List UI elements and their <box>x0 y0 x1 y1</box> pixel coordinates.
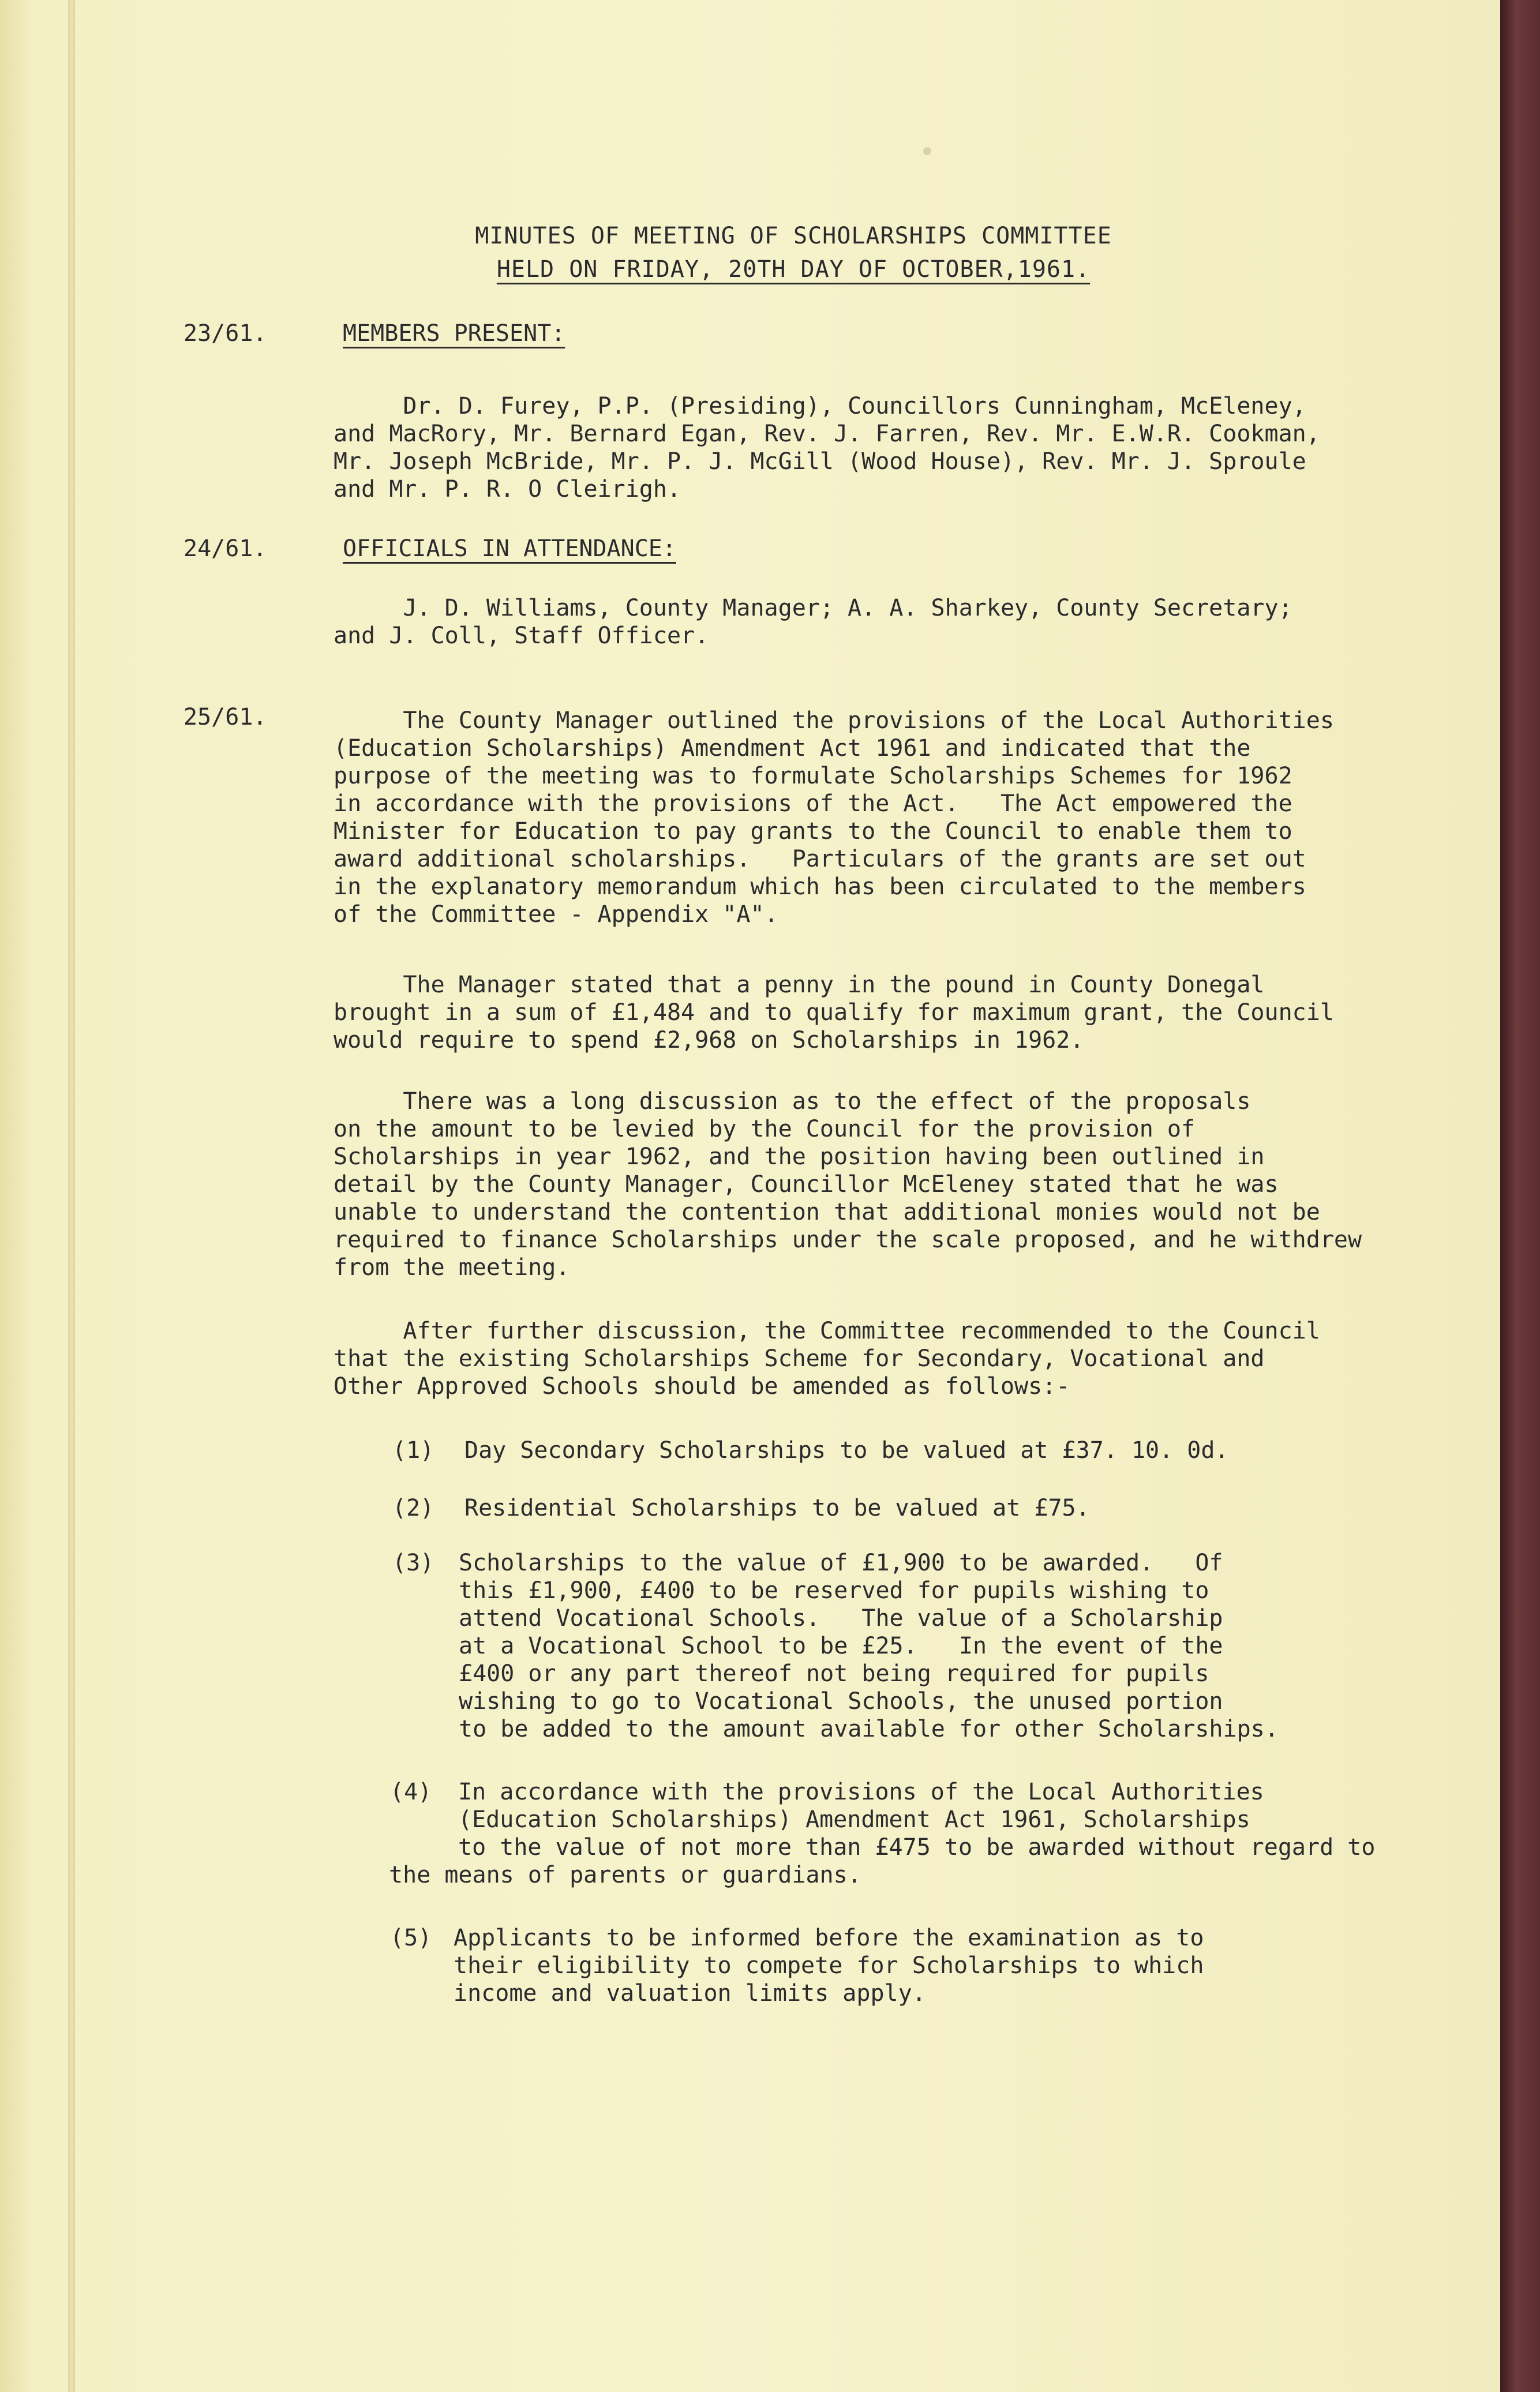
minute-number: 23/61. <box>183 320 267 347</box>
document-header <box>462 219 1125 286</box>
text-line: (Education Scholarships) Amendment Act 1961 and indicated that the <box>334 735 1251 762</box>
ink-smudge <box>923 147 931 155</box>
text-line: purpose of the meeting was to formulate Scholarships Schemes for 1962 <box>334 763 1292 789</box>
text-line: (Education Scholarships) Amendment Act 1961, Scholarships <box>458 1806 1250 1833</box>
members-paragraph <box>334 392 1320 503</box>
text-line: unable to understand the contention that additional monies would not be <box>334 1199 1320 1225</box>
text-line: There was a long discussion as to the effect of the proposals <box>334 1088 1251 1115</box>
item-label: (2) <box>392 1495 434 1521</box>
text-line: required to finance Scholarships under the scale proposed, and he withdrew <box>334 1227 1362 1253</box>
text-line: income and valuation limits apply. <box>454 1980 926 2007</box>
item-label: (5) <box>390 1925 432 1951</box>
text-line: Other Approved Schools should be amended as follows:- <box>334 1373 1070 1400</box>
text-line: to be added to the amount available for other Scholarships. <box>459 1716 1279 1742</box>
text-line: Dr. D. Furey, P.P. (Presiding), Councillors Cunningham, McEleney, <box>334 393 1306 419</box>
header-subtitle: HELD ON FRIDAY, 20TH DAY OF OCTOBER,1961. <box>496 256 1091 283</box>
text-line: After further discussion, the Committee recommended to the Council <box>334 1318 1320 1344</box>
text-line: Day Secondary Scholarships to be valued at £37. 10. 0d. <box>464 1437 1229 1464</box>
section-heading: OFFICIALS IN ATTENDANCE: <box>343 535 676 562</box>
item-label: (4) <box>390 1779 432 1805</box>
list-item <box>390 1778 1375 1889</box>
text-line: that the existing Scholarships Scheme for Secondary, Vocational and <box>334 1345 1265 1372</box>
text-line: detail by the County Manager, Councillor McEleney stated that he was <box>334 1171 1279 1198</box>
item-label: (3) <box>392 1550 434 1576</box>
body-paragraph <box>334 707 1334 928</box>
text-line: this £1,900, £400 to be reserved for pupils wishing to <box>459 1577 1209 1604</box>
book-cover-edge <box>1500 0 1540 2392</box>
text-line: Applicants to be informed before the examination as to <box>454 1925 1204 1951</box>
list-item <box>392 1549 1279 1743</box>
text-line: on the amount to be levied by the Council for the provision of <box>334 1116 1196 1142</box>
text-line: would require to spend £2,968 on Scholarships in 1962. <box>334 1027 1084 1053</box>
text-line: Minister for Education to pay grants to the Council to enable them to <box>334 818 1292 845</box>
minute-number: 24/61. <box>183 535 267 562</box>
text-line: in accordance with the provisions of the Act. The Act empowered the <box>334 790 1292 817</box>
body-paragraph <box>334 1317 1320 1400</box>
text-line: Scholarships to the value of £1,900 to be awarded. Of <box>459 1550 1223 1576</box>
text-line: brought in a sum of £1,484 and to qualify for maximum grant, the Council <box>334 999 1334 1026</box>
text-line: of the Committee - Appendix "A". <box>334 901 778 928</box>
text-line: The County Manager outlined the provisions of the Local Authorities <box>334 707 1334 734</box>
text-line: and MacRory, Mr. Bernard Egan, Rev. J. Farren, Rev. Mr. E.W.R. Cookman, <box>334 421 1320 447</box>
text-line: and J. Coll, Staff Officer. <box>334 623 709 649</box>
text-line: and Mr. P. R. O Cleirigh. <box>334 476 681 503</box>
body-paragraph <box>334 971 1334 1054</box>
text-line: to the value of not more than £475 to be awarded without regard to <box>458 1834 1376 1861</box>
text-line: from the meeting. <box>334 1254 570 1281</box>
text-line: wishing to go to Vocational Schools, the unused portion <box>459 1688 1223 1715</box>
text-line: in the explanatory memorandum which has been circulated to the members <box>334 873 1306 900</box>
text-line: £400 or any part thereof not being required for pupils <box>459 1660 1209 1687</box>
text-line: In accordance with the provisions of the Local Authorities <box>458 1779 1264 1805</box>
text-line: Scholarships in year 1962, and the position having been outlined in <box>334 1143 1265 1170</box>
text-line: their eligibility to compete for Scholarships to which <box>454 1952 1204 1979</box>
list-item <box>392 1437 1229 1464</box>
item-label: (1) <box>392 1437 434 1464</box>
text-line: award additional scholarships. Particulars of the grants are set out <box>334 846 1306 872</box>
body-paragraph <box>334 1088 1362 1281</box>
text-line: Mr. Joseph McBride, Mr. P. J. McGill (Wood House), Rev. Mr. J. Sproule <box>334 448 1306 475</box>
header-title: MINUTES OF MEETING OF SCHOLARSHIPS COMMITTEE <box>475 223 1112 249</box>
section-heading: MEMBERS PRESENT: <box>343 320 565 347</box>
minute-number: 25/61. <box>183 704 267 730</box>
officials-paragraph <box>334 594 1292 650</box>
text-line: The Manager stated that a penny in the pound in County Donegal <box>334 972 1265 998</box>
list-item <box>392 1494 1090 1522</box>
binding-gutter <box>68 0 75 2392</box>
text-line: at a Vocational School to be £25. In the event of the <box>459 1633 1223 1659</box>
text-line: J. D. Williams, County Manager; A. A. Sharkey, County Secretary; <box>334 595 1292 621</box>
text-line: the means of parents or guardians. <box>389 1862 861 1888</box>
list-item <box>390 1924 1204 2007</box>
text-line: Residential Scholarships to be valued at £75. <box>464 1495 1090 1521</box>
text-line: attend Vocational Schools. The value of a Scholarship <box>459 1605 1223 1632</box>
